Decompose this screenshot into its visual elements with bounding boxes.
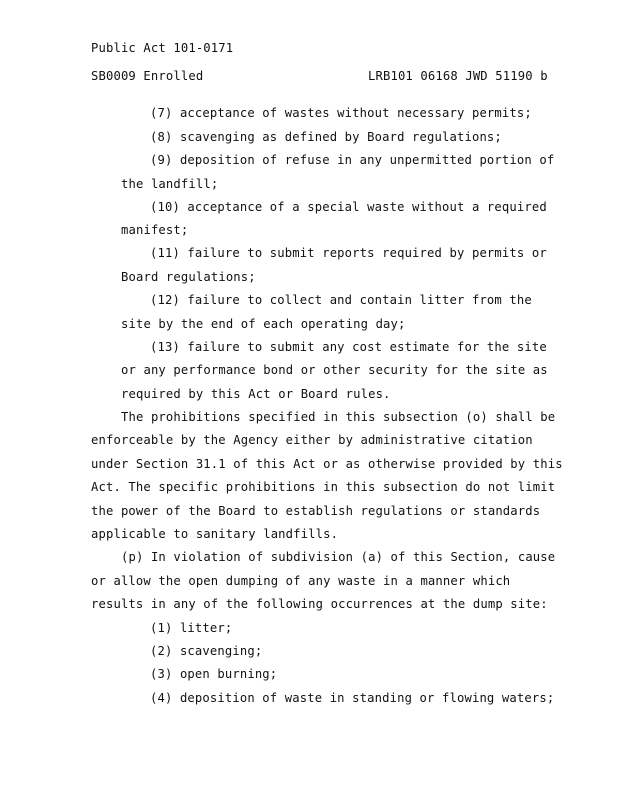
text-line: (7) acceptance of wastes without necessary permits; xyxy=(150,106,532,120)
text-line: The prohibitions specified in this subsection (o) shall be xyxy=(121,410,556,424)
text-line: results in any of the following occurrences at the dump site: xyxy=(91,597,548,611)
text-line: the power of the Board to establish regulations or standards xyxy=(91,504,541,518)
text-line: site by the end of each operating day; xyxy=(121,317,406,331)
text-line: (8) scavenging as defined by Board regulations; xyxy=(150,130,502,144)
text-line: (12) failure to collect and contain litter from the xyxy=(150,293,532,307)
bill-number: SB0009 Enrolled xyxy=(91,69,204,83)
text-line: required by this Act or Board rules. xyxy=(121,387,391,401)
text-line: applicable to sanitary landfills. xyxy=(91,527,339,541)
text-line: the landfill; xyxy=(121,177,219,191)
lrb-number: LRB101 06168 JWD 51190 b xyxy=(368,69,548,83)
text-line: (p) In violation of subdivision (a) of this Section, cause xyxy=(121,550,556,564)
text-line: (11) failure to submit reports required by permits or xyxy=(150,246,547,260)
text-line: under Section 31.1 of this Act or as otherwise provided by this xyxy=(91,457,563,471)
public-act-number: Public Act 101-0171 xyxy=(91,41,234,55)
text-line: (9) deposition of refuse in any unpermitted portion of xyxy=(150,153,555,167)
text-line: enforceable by the Agency either by administrative citation xyxy=(91,433,533,447)
text-line: or any performance bond or other security for the site as xyxy=(121,363,548,377)
text-line: (13) failure to submit any cost estimate for the site xyxy=(150,340,547,354)
text-line: Act. The specific prohibitions in this subsection do not limit xyxy=(91,480,556,494)
text-line: (1) litter; xyxy=(150,621,233,635)
text-line: or allow the open dumping of any waste in a manner which xyxy=(91,574,511,588)
text-line: (10) acceptance of a special waste without a required xyxy=(150,200,547,214)
text-line: (4) deposition of waste in standing or flowing waters; xyxy=(150,691,555,705)
text-line: (2) scavenging; xyxy=(150,644,263,658)
text-line: (3) open burning; xyxy=(150,667,278,681)
text-line: manifest; xyxy=(121,223,189,237)
text-line: Board regulations; xyxy=(121,270,256,284)
